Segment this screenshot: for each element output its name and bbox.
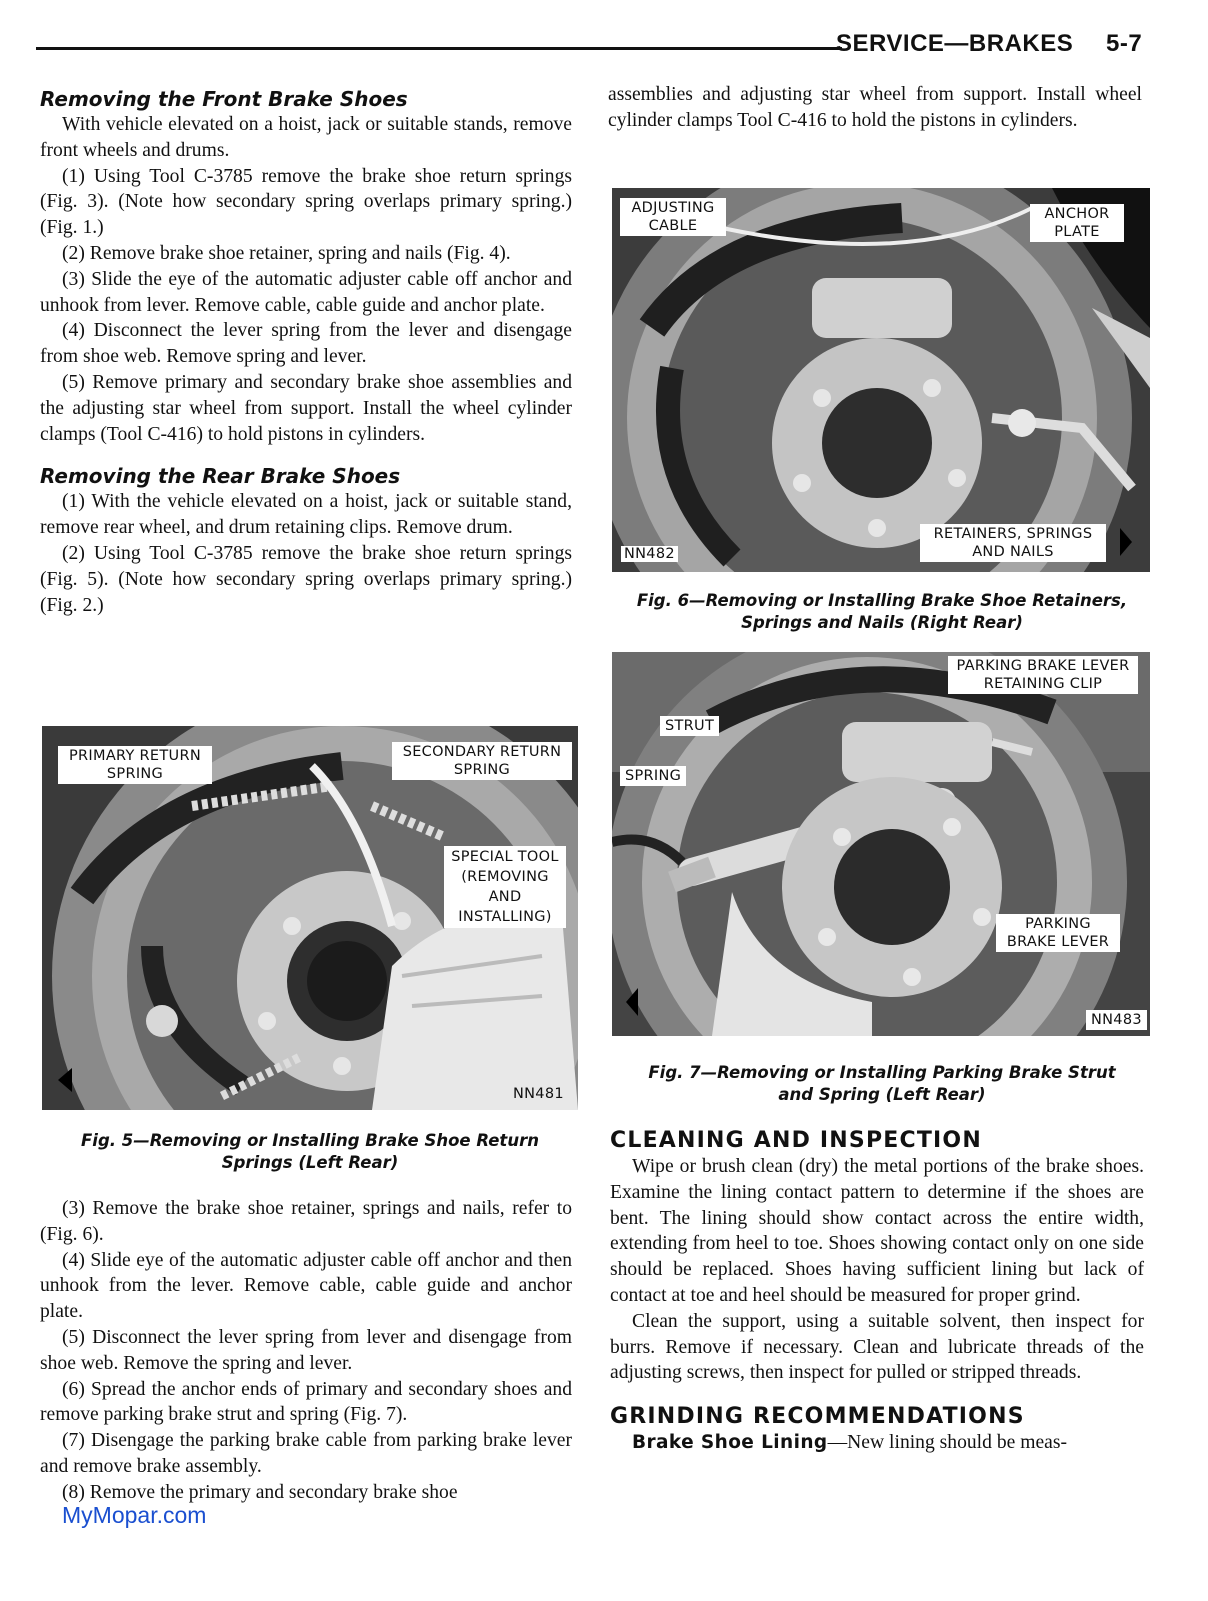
paragraph: (1) With the vehicle elevated on a hoist, jack or suitable stand, remove rear wheel, and drum retaining clips. Remove drum. [40, 491, 572, 539]
paragraph: Wipe or brush clean (dry) the metal portions of the brake shoes. Examine the lining contact pattern to determine if the shoes are bent. The lining should show contact across the entire width, extending from heel to toe. Shoes showing contact only on one side should be replaced. Shoes having sufficient lining but lack of contact at toe and heel should be measured for proper grind. [610, 1156, 1144, 1306]
watermark-text: MyMopar.com [62, 1502, 207, 1528]
paragraph: (3) Remove the brake shoe retainer, springs and nails, refer to (Fig. 6). [40, 1198, 572, 1245]
fig7-label-clip: PARKING BRAKE LEVER RETAINING CLIP [948, 656, 1138, 694]
paragraph: (1) Using Tool C-3785 remove the brake shoe return springs (Fig. 3). (Note how secondary spring overlaps primary spring.) (Fig. 1.) [40, 165, 572, 239]
fig7-photo [612, 652, 1150, 1036]
fig6-code: NN482 [616, 544, 683, 564]
fig5-label-tool: SPECIAL TOOL (REMOVING AND INSTALLING) [444, 846, 566, 928]
fig5-orientation-arrow-icon [58, 1068, 72, 1092]
left-column-bottom [40, 1196, 572, 1506]
fig6-label-anchor: ANCHOR PLATE [1030, 204, 1124, 242]
paragraph: (3) Slide the eye of the automatic adjuster cable off anchor and unhook from lever. Remove cable, cable guide and anchor plate. [40, 268, 572, 316]
paragraph: (5) Disconnect the lever spring from lever and disengage from shoe web. Remove the spring and lever. [40, 1326, 572, 1374]
header-rule [36, 47, 842, 50]
paragraph: (7) Disengage the parking brake cable from parking brake lever and remove brake assembly. [40, 1430, 572, 1477]
fig6-photo [612, 188, 1150, 572]
fig5-label-primary: PRIMARY RETURN SPRING [58, 746, 212, 784]
cleaning-heading: CLEANING AND INSPECTION [610, 1128, 982, 1153]
paragraph: (6) Spread the anchor ends of primary and secondary shoes and remove parking brake strut and spring (Fig. 7). [40, 1378, 572, 1426]
paragraph: (4) Disconnect the lever spring from the lever and disengage from shoe web. Remove spring and lever. [40, 320, 572, 368]
paragraph: (8) Remove the primary and secondary brake shoe [62, 1481, 458, 1503]
paragraph: (2) Remove brake shoe retainer, spring and nails (Fig. 4). [62, 242, 511, 264]
paragraph: With vehicle elevated on a hoist, jack or suitable stands, remove front wheels and drums. [40, 114, 572, 161]
page-number: 5-7 [1106, 30, 1143, 57]
fig5-photo [42, 726, 578, 1110]
paragraph: (2) Using Tool C-3785 remove the brake shoe return springs (Fig. 5). (Note how secondary spring overlaps primary spring.) (Fig. 2.) [40, 542, 572, 616]
fig7-code: NN483 [1086, 1010, 1147, 1030]
fig7-orientation-arrow-icon [626, 988, 638, 1016]
paragraph: assemblies and adjusting star wheel from support. Install wheel cylinder clamps Tool C-416 to hold the pistons in cylinders. [608, 84, 1142, 131]
fig6-caption: Fig. 6—Removing or Installing Brake Shoe Retainers, Springs and Nails (Right Rear) [636, 591, 1128, 632]
fig6-label-adjusting: ADJUSTING CABLE [620, 198, 726, 236]
fig5-label-secondary: SECONDARY RETURN SPRING [392, 742, 572, 780]
fig7-caption: Fig. 7—Removing or Installing Parking Brake Strut and Spring (Left Rear) [648, 1063, 1116, 1104]
paragraph: (4) Slide eye of the automatic adjuster cable off anchor and then unhook from the lever. Remove cable, cable guide and anchor plate. [40, 1249, 572, 1323]
right-column-top [608, 82, 1142, 134]
fig6-label-retainers: RETAINERS, SPRINGS AND NAILS [920, 524, 1106, 562]
fig5-caption: Fig. 5—Removing or Installing Brake Shoe Return Springs (Left Rear) [81, 1131, 539, 1172]
grinding-lead: Brake Shoe Lining [632, 1432, 828, 1454]
fig6-orientation-arrow-icon [1120, 528, 1132, 556]
paragraph: Brake Shoe Lining—New lining should be meas- [632, 1432, 1068, 1454]
running-header-title: SERVICE—BRAKES [836, 30, 1074, 57]
grinding-heading: GRINDING RECOMMENDATIONS [610, 1404, 1025, 1430]
fig5-code: NN481 [513, 1086, 564, 1102]
left-column-top [40, 86, 572, 618]
right-column-bottom [610, 1128, 1144, 1456]
rear-shoes-heading: Removing the Rear Brake Shoes [40, 464, 401, 489]
front-shoes-heading: Removing the Front Brake Shoes [40, 87, 408, 111]
fig7-label-strut: STRUT [660, 716, 719, 736]
fig7-label-lever: PARKING BRAKE LEVER [996, 914, 1120, 952]
paragraph: (5) Remove primary and secondary brake shoe assemblies and the adjusting star wheel from support. Install the wheel cylinder clamps (Tool C-416) to hold pistons in cylinders. [40, 371, 572, 445]
fig7-label-spring: SPRING [620, 766, 686, 786]
paragraph: Clean the support, using a suitable solvent, then inspect for burrs. Remove if necessary. Clean and lubricate threads of the adjusting screws, then inspect for pulled or stripped threads. [610, 1310, 1144, 1384]
